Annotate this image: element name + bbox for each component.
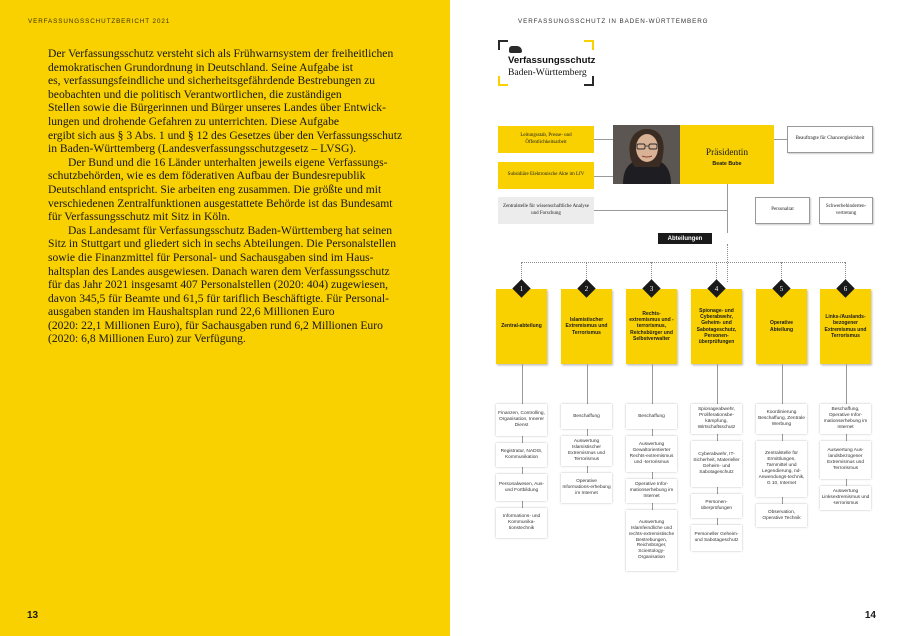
department-number: 2 <box>584 284 589 293</box>
subunit-box: Auswertung Gewaltorientierter Rechts-extremismus und -terrorismus <box>626 436 677 472</box>
president-title: Präsidentin <box>705 148 749 158</box>
logo-subtitle: Baden-Württemberg <box>508 67 587 78</box>
department-box: Operative Abteilung <box>756 289 807 364</box>
department-box: Rechts-extremismus und -terrorismus, Reichsbürger und Selbstverwalter <box>626 289 677 364</box>
department-box: Islamistischer Extremismus und Terrorismus <box>561 289 612 364</box>
right-page <box>450 0 900 636</box>
department-number-badge <box>577 279 595 297</box>
body-text-line: Sitz in Stuttgart und gliedert sich in sechs Abteilungen. Die Personalstellen <box>48 237 397 251</box>
logo-corner-icon <box>498 40 508 50</box>
subunit-box: Beschaffung <box>561 404 612 429</box>
president-box <box>680 125 774 184</box>
body-text-line: Das Landesamt für Verfassungsschutz Baden-Württemberg hat seinen <box>68 223 393 237</box>
connector-line <box>774 139 787 140</box>
body-text-line: beobachten und die politisch Verantwortlichen, die zuständigen <box>48 87 342 101</box>
connector-line <box>594 210 727 211</box>
department-number: 5 <box>779 284 784 293</box>
department-number-badge <box>772 279 790 297</box>
body-text-line: Der Bund und die 16 Länder unterhalten jeweils eigene Verfassungs- <box>68 155 388 169</box>
department-number: 4 <box>714 284 719 293</box>
subunit-box: Personeller Geheim- und Sabotageschutz <box>691 525 742 551</box>
department-number-badge <box>707 279 725 297</box>
subunit-box: Auswertung Islamfeindliche und rechts-extremistische Bestrebungen, Reichsbürger, Scientology-Organisation <box>626 510 677 571</box>
department-box: Links-/Auslands-bezogener Extremismus und Terrorismus <box>820 289 871 364</box>
body-text-line: ergibt sich aus § 3 Abs. 1 und § 12 des Gesetzes über den Verfassungsschutz <box>48 128 403 142</box>
subunit-box: Auswertung Linksextremismus und -terrorismus <box>820 486 871 510</box>
subunit-box: Personalwesen, Aus- und Fortbildung <box>496 474 547 501</box>
president-portrait <box>613 125 680 184</box>
body-text-line: haltsplan des Landes ausgewiesen. Danach waren dem Verfassungsschutz <box>48 264 390 278</box>
subunit-box: Auswertung Aus-landsbezogener Extremismus und Terrorismus <box>820 441 871 479</box>
body-text-line: Stellen sowie die Bürgerinnen und Bürger unseres Landes über Entwick- <box>48 101 386 115</box>
subunit-box: Registratur, NADIS, Kommunikation <box>496 443 547 467</box>
subunit-box: Informations- und Kommunika-tionstechnik <box>496 508 547 538</box>
staff-unit-zentralstelle: Zentralstelle für wissenschaftliche Analyse und Forschung <box>498 197 594 224</box>
subunit-box: Finanzen, Controlling, Organisation, Innerer Dienst <box>496 404 547 436</box>
body-text-line: sowie die Finanzmittel für Personal- und Sachausgaben sind im Haus- <box>48 250 374 264</box>
body-text-line: (2020: 22,1 Millionen Euro), für Sachausgaben rund 6,2 Millionen Euro <box>48 318 383 332</box>
subunit-box: Operative Infor-mationserhebung im Internet <box>626 479 677 503</box>
body-text-line: lungen und drohende Gefahren zu unterrichten. Diese Aufgabe <box>48 114 340 128</box>
department-number-badge <box>836 279 854 297</box>
connector-line <box>521 262 845 263</box>
subunit-box: Personen-überprüfungen <box>691 494 742 518</box>
president-name: Beate Bube <box>712 161 742 167</box>
connector-line <box>727 244 728 282</box>
subunit-box: Auswertung Islamistischer Extremismus und Terrorismus <box>561 436 612 466</box>
running-header: VERFASSUNGSSCHUTZBERICHT 2021 <box>28 18 171 25</box>
agency-logo <box>498 40 594 86</box>
subunit-box: Zentralstelle für Ermittlungen, Tarnmittel und Legendierung, nd-Anwendungs-technik, G 10, Internet <box>756 441 807 497</box>
body-text-line: davon 345,5 für Beamte und 61,5 für tariflich Beschäftigte. Für Personal- <box>48 291 389 305</box>
body-text-line: es, verfassungsfeindliche und sicherheitsgefährdende Bestrebungen zu <box>48 74 376 88</box>
connector-line <box>594 176 613 177</box>
subunit-box: Koordinierung Beschaffung, Zentrale Werbung <box>756 404 807 434</box>
connector-line <box>727 184 728 233</box>
page-number: 13 <box>27 610 39 621</box>
department-number-badge <box>642 279 660 297</box>
staff-unit-personalrat: Personalrat <box>755 197 810 224</box>
subunit-box: Observation, Operative Technik <box>756 504 807 527</box>
lion-icon <box>509 46 522 53</box>
body-text-line: (2020: 6,8 Millionen Euro) zur Verfügung. <box>48 332 246 346</box>
body-text-line: in Baden-Württemberg (Landesverfassungsschutzgesetz – LVSG). <box>48 142 357 156</box>
page-number: 14 <box>864 610 876 621</box>
department-number: 3 <box>649 284 654 293</box>
staff-unit-schwerbehindertenvertretung: Schwerbehinderten-vertretung <box>819 197 873 224</box>
body-text-line: verschiedenen Zentralfunktionen ausgestattete Behörde ist das Bundesamt <box>48 196 393 210</box>
staff-unit-leitungsstab: Leitungsstab, Presse- und Öffentlichkeitsarbeit <box>498 126 594 153</box>
subunit-box: Spionageabwehr, Proliferationsbe-kämpfung, Wirtschaftsschutz <box>691 404 742 434</box>
connector-line <box>594 139 613 140</box>
body-text-line: ausgaben standen im Haushaltsplan rund 22,6 Millionen Euro <box>48 305 335 319</box>
body-text-line: schutzbehörden, wie es dem föderativen Aufbau der Bundesrepublik <box>48 169 366 183</box>
subunit-box: Beschaffung, Operative Infor-mationserhebung im Internet <box>820 404 871 434</box>
department-number: 1 <box>519 284 524 293</box>
body-text-line: für Verfassungsschutz mit Sitz in Köln. <box>48 210 231 224</box>
department-number: 6 <box>843 284 848 293</box>
body-text-line: Der Verfassungsschutz versteht sich als Frühwarnsystem der freiheitlichen <box>48 47 394 60</box>
department-number-badge <box>512 279 530 297</box>
body-text-line: für das Jahr 2021 insgesamt 407 Personalstellen (2020: 404) zugewiesen, <box>48 278 389 292</box>
body-text-line: demokratischen Grundordnung in Deutschland. Seine Aufgabe ist <box>48 60 353 74</box>
logo-corner-icon <box>584 40 594 50</box>
department-box: Spionage- und Cyberabwehr, Geheim- und Sabotageschutz, Personen-überprüfungen <box>691 289 742 364</box>
department-box: Zentral-abteilung <box>496 289 547 364</box>
staff-unit-elektronische-akte: Subsidiäre Elektronische Akte im LfV <box>498 162 594 189</box>
subunit-box: Operative Informations-erhebung im Internet <box>561 473 612 503</box>
body-text <box>48 47 413 346</box>
running-header: VERFASSUNGSSCHUTZ IN BADEN-WÜRTTEMBERG <box>518 18 709 25</box>
departments-label: Abteilungen <box>658 233 712 244</box>
staff-unit-chancengleichheit: Beauftragte für Chancengleichheit <box>787 126 873 153</box>
logo-corner-icon <box>498 76 508 86</box>
logo-title: Verfassungsschutz <box>508 55 596 66</box>
subunit-box: Beschaffung <box>626 404 677 429</box>
body-text-line: Deutschland entspricht. Sie arbeiten eng zusammen. Die größte und mit <box>48 182 382 196</box>
subunit-box: Cyberabwehr, IT-Sicherheit, Materieller Geheim- und Sabotageschutz <box>691 441 742 487</box>
